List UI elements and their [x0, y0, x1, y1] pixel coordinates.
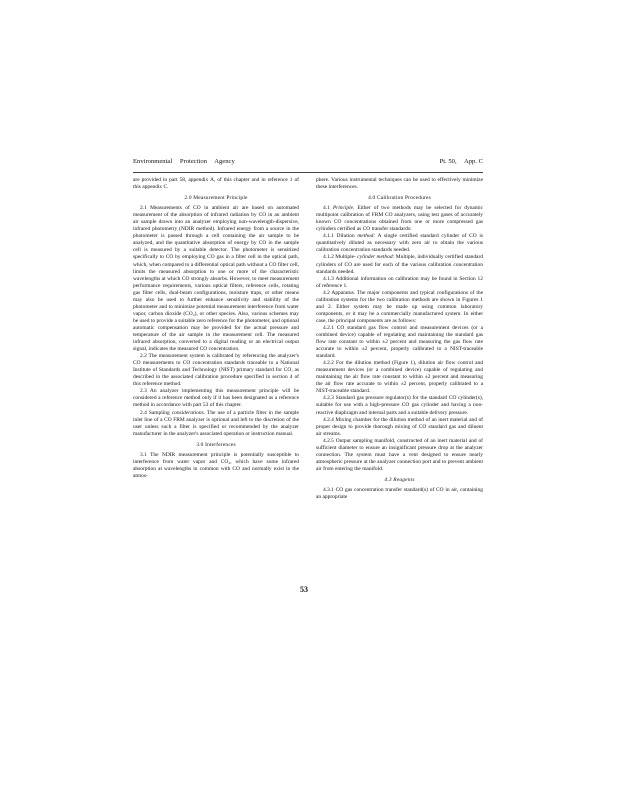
paragraph: 4.2 Apparatus. The major components and typical configurations of the calibration systems for the two calibration methods are shown in Figures 1 and 2. Either system may be made up using common laboratory components, or it may be a commercially manufactured system. In either case, the principal components are as follows: [316, 289, 483, 324]
paragraph [133, 410, 299, 438]
right-column [316, 177, 483, 501]
text-run: Either of two methods may be selected for dynamic multipoint calibration of FRM CO analyzers, using test gases of accurately known CO concentrations obtained from one or more compressed gas cylinders certified as CO transfer standards: [316, 205, 483, 233]
paragraph: 4.2.3 Standard gas pressure regulator(s) for the standard CO cylinder(s), suitable for use with a high-pressure CO gas cylinder and having a non-reactive diaphragm and internal parts and a suitable delivery pressure. [316, 395, 483, 416]
paragraph: are provided in part 58, appendix A, of this chapter and in reference 1 of this appendix C. [133, 177, 299, 191]
section-heading: 4.3 Reagents [384, 476, 415, 483]
paragraph [316, 205, 483, 233]
paragraph: 4.2.1 CO standard gas flow control and measurement devices (or a combined device) capable of regulating and maintaining the standard gas flow rate constant to within ±2 percent and measuring the gas flow rate accurate to within ±2 percent, properly calibrated to a NIST-traceable standard. [316, 324, 483, 360]
text-run: 4.1.1 Dilution [323, 233, 358, 240]
section-heading: 2.0 Measurement Principle [184, 195, 248, 202]
section-heading: 3.0 Interferences [196, 441, 236, 448]
page-number: 53 [300, 585, 308, 594]
italic-run: considerations. [171, 409, 206, 416]
header-word: Agency [214, 158, 235, 165]
text-run: 4.1 [323, 205, 333, 212]
italic-run: method: [357, 233, 376, 240]
paragraph: 3.1 The NDIR measurement principle is potentially susceptible to interference from water vapor and CO₂, which have some infrared absorption at wavelengths in common with CO and normally exist in the atmos- [133, 451, 299, 479]
text-run: Multiple, individually certified standard cylinders of CO are used for each of the various calibration concentration standards needed. [316, 254, 483, 275]
paragraph: 2.1 Measurements of CO in ambient air are based on automated measurement of the absorption of infrared radiation by CO in an ambient air sample drawn into an analyzer employing non-wavelength-dispersive, infrared photometry (NDIR method). Infrared energy from a source in the photometer is passed through a cell containing the air sample to be analyzed, and the quantitative absorption of energy by CO in the sample cell is measured by a suitable detector. The photometer is sensitized specifically to CO by employing CO gas in a filter cell in the optical path, which, when compared to a differential optical path without a CO filter cell, limits the measured absorption to one or more of the characteristic wavelengths at which CO strongly absorbs. However, to meet measurement performance requirements, various optical filters, reference cells, rotating gas filter cells, dual-beam configurations, moisture traps, or other means may also be used to further enhance sensitivity and stability of the photometer and to minimize potential measurement interference from water vapor, carbon dioxide (CO₂), or other species. Also, various schemes may be used to provide a suitable zero reference for the photometer, and optional automatic compensation may be provided for the actual pressure and temperature of the air sample in the measurement cell. The measured infrared absorption, converted to a digital reading or an electrical output signal, indicates the measured CO concentration. [133, 205, 299, 353]
header-word: App. C [463, 158, 483, 165]
paragraph: 4.3.1 CO gas concentration transfer standard(s) of CO in air, containing an appropriate [316, 486, 483, 501]
section-heading: 4.0 Calibration Procedures [368, 195, 431, 202]
text-run: 2.4 Sampling [140, 409, 172, 416]
paragraph: 4.1.3 Additional information on calibration may be found in Section 12 of reference 1. [316, 275, 483, 289]
paragraph: 2.3 An analyzer implementing this measurement principle will be considered a reference method only if it has been designated as a reference method in accordance with part 53 of this chapter. [133, 388, 299, 409]
paragraph: phere. Various instrumental techniques can be used to effectively minimize these interferences. [316, 177, 483, 191]
header-agency [133, 158, 235, 165]
paragraph: 4.2.2 For the dilution method (Figure 1), dilution air flow control and measurement devices (or a combined device) capable of regulating and maintaining the air flow rate constant to within ±2 percent and measuring the air flow rate accurate to within ±2 percent, properly calibrated to a NIST-traceable standard. [316, 360, 483, 395]
paragraph: 4.2.4 Mixing chamber for the dilution method of an inert material and of proper design to provide thorough mixing of CO standard gas and diluent air streams. [316, 416, 483, 437]
paragraph [316, 254, 483, 275]
running-header [133, 158, 483, 173]
header-part [440, 158, 483, 165]
text-run: A single certified standard cylinder of CO is quantitatively diluted as necessary with zero air to obtain the various calibration concentration standards needed. [316, 233, 483, 254]
paragraph [316, 233, 483, 254]
left-column [133, 177, 299, 480]
text-run: The use of a particle filter in the sample inlet line of a CO FRM analyzer is optional and left to the discretion of the user unless such a filter is specified or recommended by the analyzer manufacturer in the analyzer's associated operation or instruction manual. [133, 409, 299, 437]
paragraph: 2.2 The measurement system is calibrated by referencing the analyzer's CO measurements to CO concentration standards traceable to a National Institute of Standards and Technology (NIST) primary standard for CO, as described in the associated calibration procedure specified in section 4 of this reference method. [133, 353, 299, 388]
italic-run: cylinder method: [357, 254, 395, 261]
header-word: Environmental [133, 158, 173, 165]
paragraph: 4.2.5 Output sampling manifold, constructed of an inert material and of sufficient diameter to ensure an insignificant pressure drop at the analyzer connection. The system must have a vent designed to ensure nearly atmospheric pressure at the analyzer connection port and to prevent ambient air from entering the manifold. [316, 437, 483, 472]
header-word: Pt. 50, [439, 158, 457, 165]
italic-run: Principle. [332, 205, 355, 212]
text-run: 4.1.2 Multiple- [323, 254, 358, 261]
header-word: Protection [179, 158, 207, 165]
